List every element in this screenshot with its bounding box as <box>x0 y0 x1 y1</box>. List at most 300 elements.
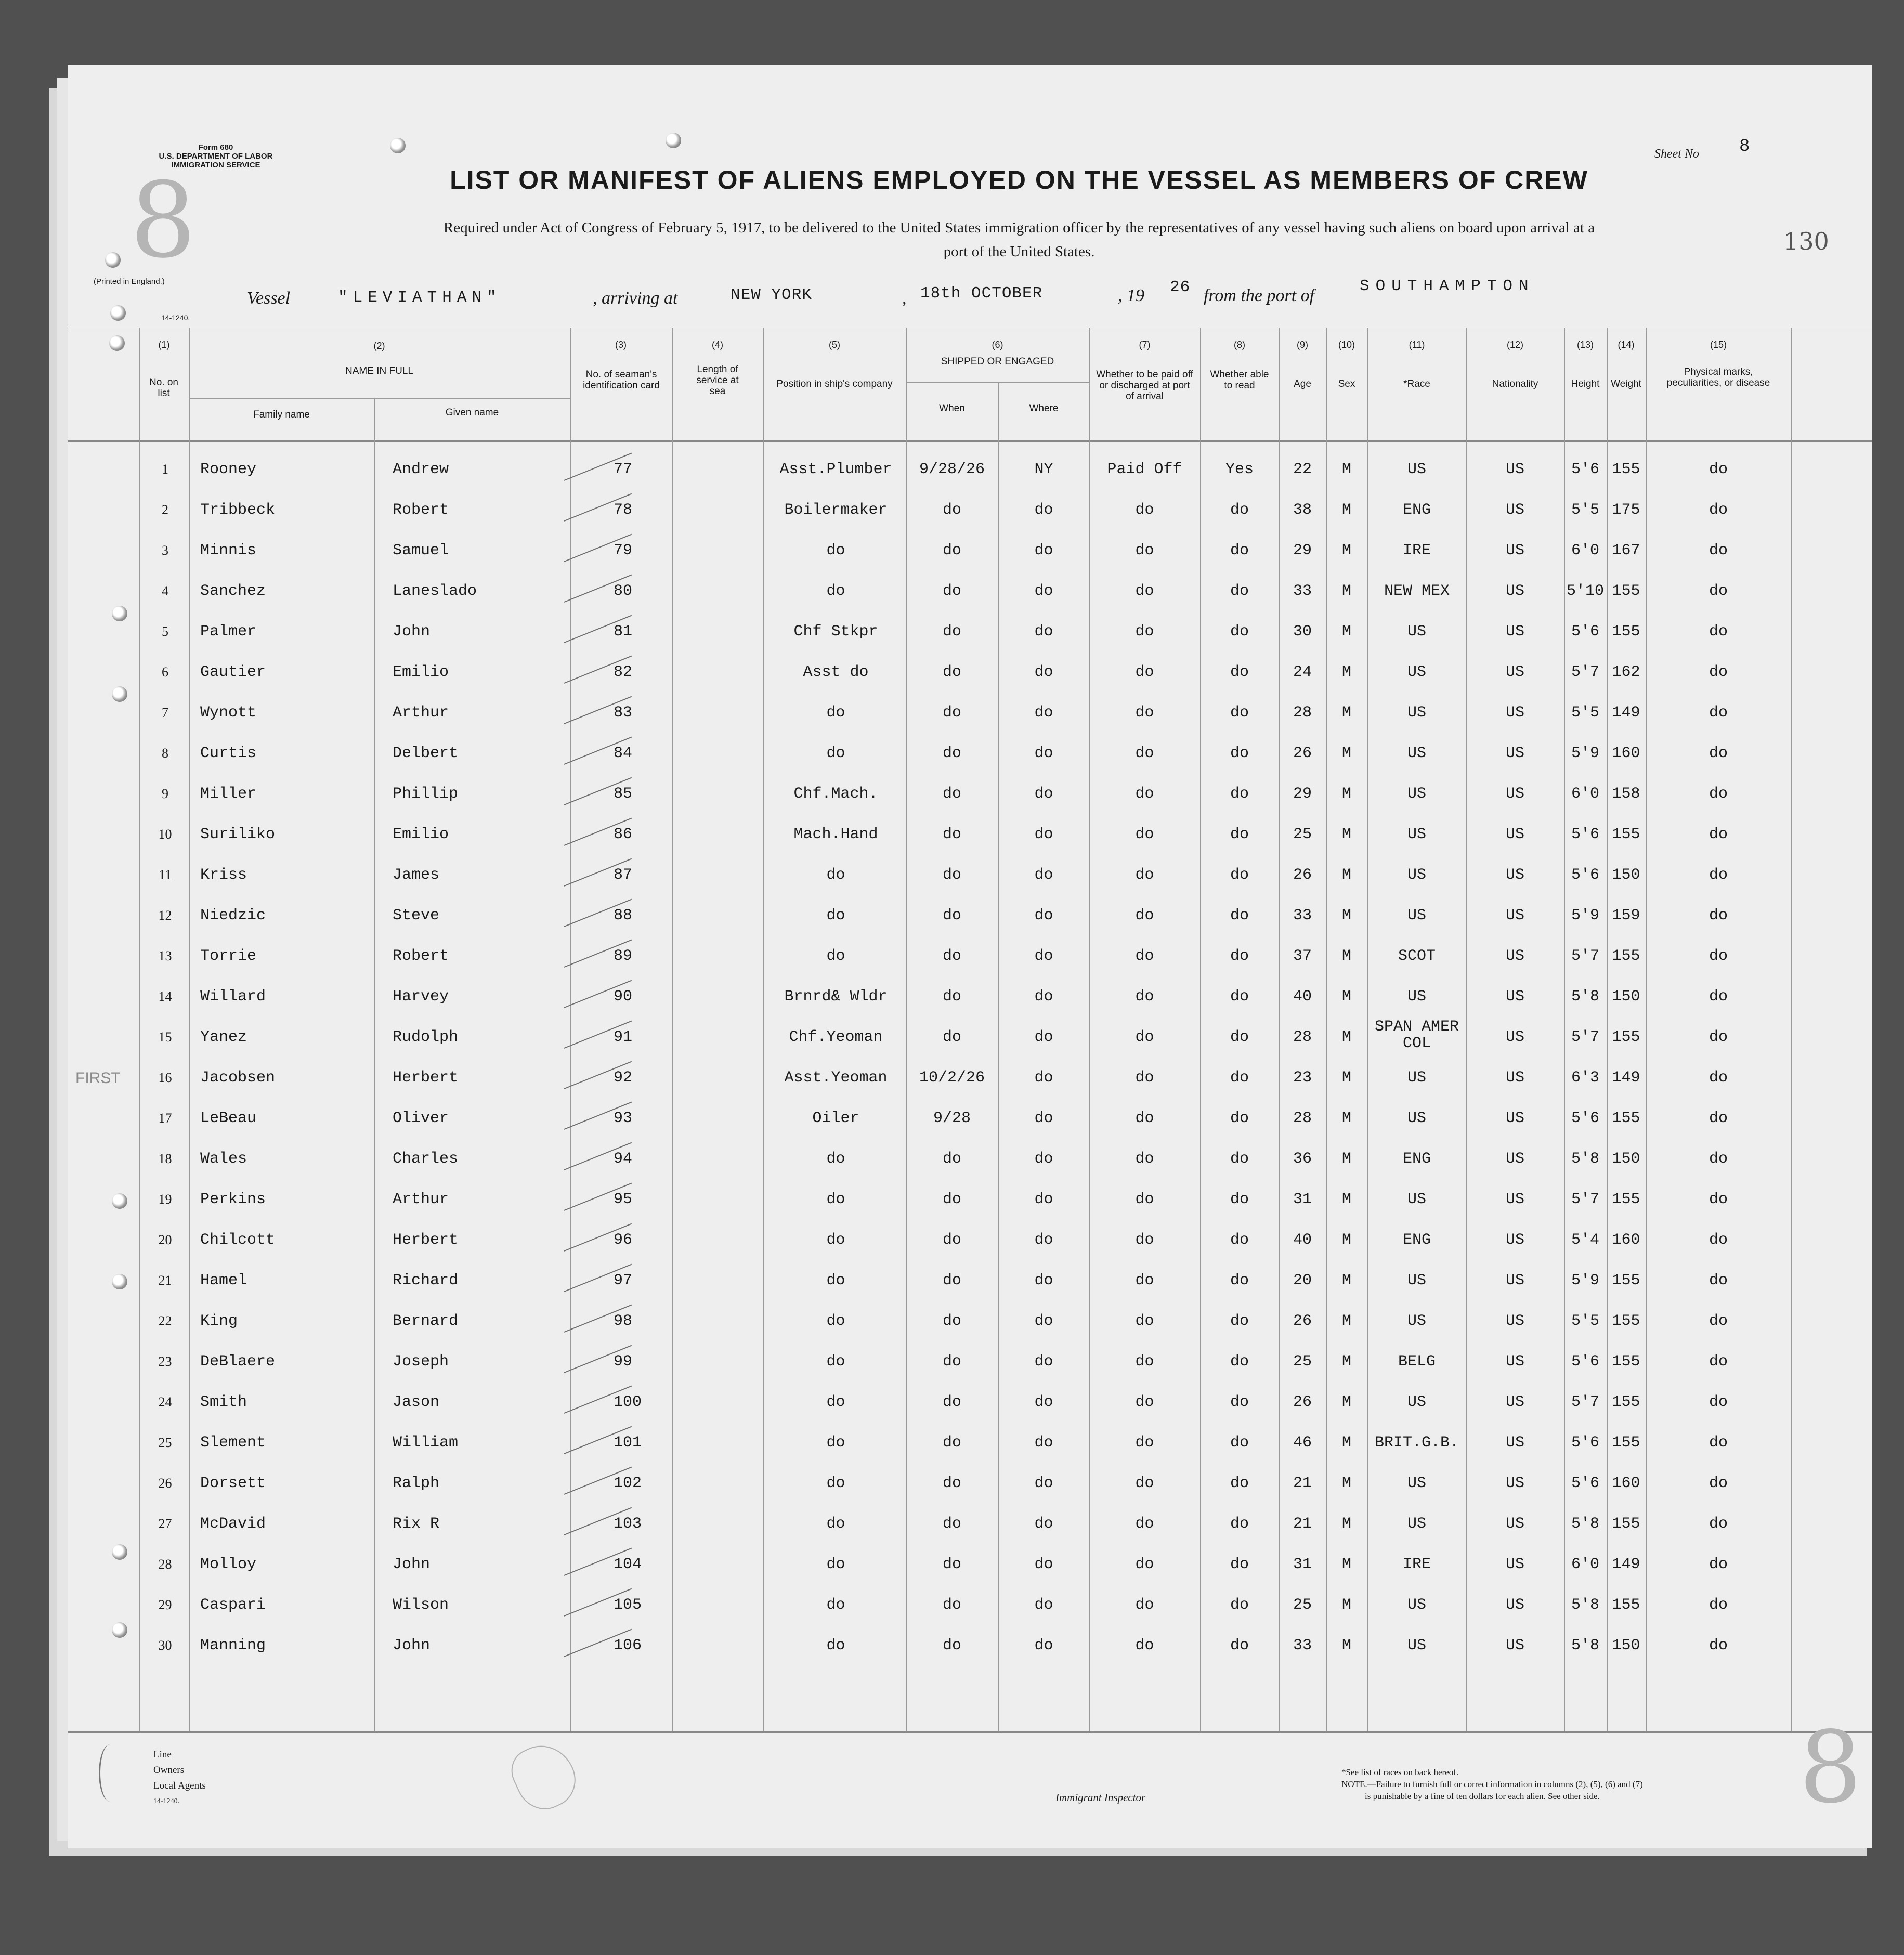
cell-paid-off: do <box>1135 826 1154 843</box>
cell-row-number: 10 <box>158 827 172 842</box>
cell-nationality: US <box>1505 745 1524 762</box>
cell-shipped-when: do <box>942 947 961 965</box>
cell-weight: 155 <box>1612 1028 1640 1046</box>
cell-id-card-number: 93 <box>614 1110 633 1127</box>
cell-family-name: Sanchez <box>200 582 266 600</box>
cell-id-card-number: 94 <box>614 1150 633 1168</box>
cell-height: 5'8 <box>1571 1596 1599 1614</box>
cell-able-to-read: do <box>1230 907 1249 924</box>
cell-sex: M <box>1341 623 1351 641</box>
cell-position: Asst.Plumber <box>779 461 892 478</box>
cell-race: NEW MEX <box>1384 582 1450 600</box>
cell-weight: 160 <box>1612 745 1640 762</box>
cell-height: 5'5 <box>1571 1312 1599 1330</box>
cell-paid-off: do <box>1135 947 1154 965</box>
cell-shipped-where: do <box>1034 1393 1053 1411</box>
col-head-family: Family name <box>253 409 310 420</box>
cell-height: 5'7 <box>1571 663 1599 681</box>
col-head-8: Whether able to read <box>1210 369 1269 391</box>
manifest-page <box>68 65 1872 1848</box>
col-head-4: Length of service at sea <box>696 364 739 397</box>
cell-physical-marks: do <box>1709 1231 1728 1249</box>
cell-family-name: Molloy <box>200 1556 257 1573</box>
cell-physical-marks: do <box>1709 1515 1728 1533</box>
cell-family-name: Minnis <box>200 542 257 559</box>
cell-paid-off: do <box>1135 866 1154 884</box>
cell-nationality: US <box>1505 1637 1524 1654</box>
cell-id-card-number: 106 <box>614 1637 642 1654</box>
cell-race: US <box>1407 461 1426 478</box>
line-label: Line <box>153 1749 172 1760</box>
cell-physical-marks: do <box>1709 1434 1728 1452</box>
cell-row-number: 7 <box>162 705 168 720</box>
cell-shipped-when: do <box>942 785 961 803</box>
cell-id-card-number: 77 <box>614 461 633 478</box>
cell-family-name: Willard <box>200 988 266 1006</box>
col-head-3: No. of seaman's identification card <box>583 369 660 391</box>
punch-hole <box>390 138 406 153</box>
cell-age: 40 <box>1293 988 1312 1006</box>
cell-family-name: DeBlaere <box>200 1353 276 1371</box>
cell-weight: 149 <box>1612 1556 1640 1573</box>
inspector-label: Immigrant Inspector <box>1055 1791 1146 1804</box>
cell-row-number: 23 <box>158 1354 172 1369</box>
table-row <box>68 571 1872 612</box>
cell-given-name: Charles <box>393 1150 459 1168</box>
cell-family-name: Yanez <box>200 1028 247 1046</box>
cell-id-card-number: 89 <box>614 947 633 965</box>
cell-shipped-when: do <box>942 1475 961 1492</box>
large-sheet-number: 8 <box>130 160 197 281</box>
col-head-15: Physical marks, peculiarities, or disease <box>1666 367 1770 388</box>
cell-family-name: Torrie <box>200 947 257 965</box>
cell-shipped-where: do <box>1034 1028 1053 1046</box>
cell-row-number: 5 <box>162 624 168 639</box>
table-row <box>68 531 1872 571</box>
cell-shipped-where: do <box>1034 1191 1053 1208</box>
col-num-6: (6) <box>992 340 1003 350</box>
cell-shipped-where: do <box>1034 988 1053 1006</box>
cell-height: 5'9 <box>1571 745 1599 762</box>
cell-given-name: Robert <box>393 501 449 519</box>
note-line-2: is punishable by a fine of ten dollars for each alien. See other side. <box>1365 1791 1600 1801</box>
cell-position: do <box>826 1434 845 1452</box>
cell-height: 5'6 <box>1571 461 1599 478</box>
cell-race: US <box>1407 1312 1426 1330</box>
cell-sex: M <box>1341 988 1351 1006</box>
cell-id-card-number: 100 <box>614 1393 642 1411</box>
cell-able-to-read: do <box>1230 866 1249 884</box>
cell-shipped-where: do <box>1034 1596 1053 1614</box>
cell-family-name: McDavid <box>200 1515 266 1533</box>
cell-row-number: 19 <box>158 1192 172 1207</box>
cell-nationality: US <box>1505 1150 1524 1168</box>
origin-port: SOUTHAMPTON <box>1360 277 1535 295</box>
cell-able-to-read: do <box>1230 1353 1249 1371</box>
cell-age: 26 <box>1293 1312 1312 1330</box>
cell-weight: 155 <box>1612 947 1640 965</box>
cell-height: 5'9 <box>1571 907 1599 924</box>
cell-paid-off: do <box>1135 1069 1154 1087</box>
cell-physical-marks: do <box>1709 704 1728 722</box>
table-row <box>68 774 1872 815</box>
col-num-8: (8) <box>1234 340 1245 350</box>
cell-height: 5'6 <box>1571 1353 1599 1371</box>
cell-family-name: LeBeau <box>200 1110 257 1127</box>
table-row <box>68 1261 1872 1301</box>
cell-able-to-read: do <box>1230 1272 1249 1289</box>
table-row <box>68 450 1872 490</box>
cell-id-card-number: 98 <box>614 1312 633 1330</box>
cell-family-name: Niedzic <box>200 907 266 924</box>
cell-shipped-when: do <box>942 1272 961 1289</box>
cell-shipped-when: do <box>942 826 961 843</box>
cell-age: 40 <box>1293 1231 1312 1249</box>
cell-shipped-where: do <box>1034 1637 1053 1654</box>
cell-physical-marks: do <box>1709 1596 1728 1614</box>
col-head-14: Weight <box>1611 379 1641 389</box>
cell-sex: M <box>1341 582 1351 600</box>
cell-height: 6'0 <box>1571 1556 1599 1573</box>
cell-height: 6'0 <box>1571 785 1599 803</box>
col-head-10: Sex <box>1338 379 1355 389</box>
cell-shipped-where: do <box>1034 745 1053 762</box>
cell-shipped-when: do <box>942 1434 961 1452</box>
cell-weight: 160 <box>1612 1475 1640 1492</box>
subtitle <box>198 216 1841 264</box>
cell-physical-marks: do <box>1709 1393 1728 1411</box>
footer-left <box>153 1747 206 1809</box>
inspector-signature <box>504 1735 585 1819</box>
cell-able-to-read: do <box>1230 947 1249 965</box>
col-head-1: No. on list <box>149 377 178 399</box>
cell-id-card-number: 102 <box>614 1475 642 1492</box>
cell-row-number: 27 <box>158 1516 172 1531</box>
cell-row-number: 9 <box>162 786 168 801</box>
cell-height: 5'6 <box>1571 1110 1599 1127</box>
cell-nationality: US <box>1505 623 1524 641</box>
cell-age: 26 <box>1293 1393 1312 1411</box>
table-row <box>68 896 1872 936</box>
cell-shipped-when: 10/2/26 <box>919 1069 985 1087</box>
cell-family-name: Perkins <box>200 1191 266 1208</box>
table-row <box>68 612 1872 653</box>
cell-age: 21 <box>1293 1475 1312 1492</box>
cell-row-number: 20 <box>158 1232 172 1247</box>
cell-race: US <box>1407 663 1426 681</box>
cell-age: 22 <box>1293 461 1312 478</box>
cell-position: do <box>826 1191 845 1208</box>
cell-able-to-read: do <box>1230 663 1249 681</box>
cell-weight: 149 <box>1612 1069 1640 1087</box>
cell-family-name: Wynott <box>200 704 257 722</box>
cell-race: US <box>1407 745 1426 762</box>
cell-weight: 150 <box>1612 988 1640 1006</box>
cell-given-name: Ralph <box>393 1475 440 1492</box>
cell-family-name: Rooney <box>200 461 257 478</box>
cell-position: Chf Stkpr <box>793 623 878 641</box>
cell-given-name: Rudolph <box>393 1028 459 1046</box>
cell-id-card-number: 88 <box>614 907 633 924</box>
cell-able-to-read: do <box>1230 704 1249 722</box>
cell-physical-marks: do <box>1709 1353 1728 1371</box>
cell-sex: M <box>1341 1637 1351 1654</box>
cell-shipped-when: do <box>942 1556 961 1573</box>
cell-shipped-when: do <box>942 1353 961 1371</box>
cell-able-to-read: do <box>1230 826 1249 843</box>
cell-row-number: 13 <box>158 948 172 963</box>
cell-id-card-number: 87 <box>614 866 633 884</box>
cell-weight: 167 <box>1612 542 1640 559</box>
sheet-number: 8 <box>1739 137 1751 157</box>
col-num-3: (3) <box>615 340 627 350</box>
cell-height: 5'8 <box>1571 1150 1599 1168</box>
cell-sex: M <box>1341 1028 1351 1046</box>
cell-weight: 150 <box>1612 866 1640 884</box>
cell-age: 25 <box>1293 826 1312 843</box>
cell-age: 26 <box>1293 866 1312 884</box>
cell-physical-marks: do <box>1709 1191 1728 1208</box>
cell-height: 5'10 <box>1566 582 1604 600</box>
col-num-7: (7) <box>1139 340 1151 350</box>
subheader-rule <box>189 398 570 399</box>
cell-weight: 155 <box>1612 1353 1640 1371</box>
cell-shipped-when: do <box>942 582 961 600</box>
col-num-15: (15) <box>1710 340 1727 350</box>
cell-race: ENG <box>1402 1231 1431 1249</box>
cell-age: 37 <box>1293 947 1312 965</box>
cell-height: 5'5 <box>1571 501 1599 519</box>
cell-able-to-read: do <box>1230 745 1249 762</box>
cell-position: do <box>826 1596 845 1614</box>
cell-nationality: US <box>1505 663 1524 681</box>
cell-row-number: 29 <box>158 1597 172 1612</box>
cell-nationality: US <box>1505 704 1524 722</box>
cell-nationality: US <box>1505 1434 1524 1452</box>
form-number: Form 680 <box>198 143 233 152</box>
cell-position: Mach.Hand <box>793 826 878 843</box>
col-head-5: Position in ship's company <box>776 379 893 389</box>
cell-height: 5'6 <box>1571 1475 1599 1492</box>
cell-row-number: 30 <box>158 1638 172 1653</box>
cell-family-name: Miller <box>200 785 257 803</box>
cell-paid-off: do <box>1135 1637 1154 1654</box>
cell-shipped-when: 9/28 <box>933 1110 971 1127</box>
cell-paid-off: do <box>1135 745 1154 762</box>
cell-shipped-where: do <box>1034 542 1053 559</box>
cell-paid-off: do <box>1135 1312 1154 1330</box>
cell-row-number: 8 <box>162 746 168 761</box>
cell-able-to-read: do <box>1230 1434 1249 1452</box>
cell-physical-marks: do <box>1709 542 1728 559</box>
cell-sex: M <box>1341 663 1351 681</box>
cell-id-card-number: 80 <box>614 582 633 600</box>
cell-shipped-when: 9/28/26 <box>919 461 985 478</box>
cell-id-card-number: 84 <box>614 745 633 762</box>
cell-weight: 175 <box>1612 501 1640 519</box>
cell-paid-off: do <box>1135 1475 1154 1492</box>
cell-race: US <box>1407 1110 1426 1127</box>
cell-shipped-when: do <box>942 1637 961 1654</box>
cell-position: do <box>826 1353 845 1371</box>
punch-hole <box>105 252 121 268</box>
cell-sex: M <box>1341 745 1351 762</box>
cell-sex: M <box>1341 1353 1351 1371</box>
table-row <box>68 977 1872 1018</box>
cell-id-card-number: 97 <box>614 1272 633 1289</box>
cell-family-name: Chilcott <box>200 1231 276 1249</box>
cell-age: 26 <box>1293 745 1312 762</box>
printed-note: (Printed in England.) <box>94 277 165 286</box>
owners-label: Owners <box>153 1765 185 1776</box>
cell-position: do <box>826 907 845 924</box>
cell-weight: 162 <box>1612 663 1640 681</box>
cell-given-name: Steve <box>393 907 440 924</box>
table-row <box>68 855 1872 896</box>
cell-given-name: Emilio <box>393 826 449 843</box>
vessel-name: "LEVIATHAN" <box>338 289 502 307</box>
col-head-2: NAME IN FULL <box>345 366 413 376</box>
cell-physical-marks: do <box>1709 826 1728 843</box>
cell-nationality: US <box>1505 1231 1524 1249</box>
cell-position: do <box>826 582 845 600</box>
cell-shipped-when: do <box>942 745 961 762</box>
cell-given-name: Phillip <box>393 785 459 803</box>
cell-id-card-number: 81 <box>614 623 633 641</box>
cell-age: 29 <box>1293 542 1312 559</box>
table-row <box>68 1585 1872 1626</box>
cell-physical-marks: do <box>1709 785 1728 803</box>
cell-able-to-read: do <box>1230 1596 1249 1614</box>
cell-position: do <box>826 866 845 884</box>
year-prefix: , 19 <box>1118 286 1144 305</box>
cell-given-name: Samuel <box>393 542 449 559</box>
cell-position: do <box>826 1150 845 1168</box>
cell-shipped-where: do <box>1034 1475 1053 1492</box>
cell-sex: M <box>1341 866 1351 884</box>
cell-nationality: US <box>1505 1028 1524 1046</box>
cell-nationality: US <box>1505 826 1524 843</box>
cell-weight: 158 <box>1612 785 1640 803</box>
cell-paid-off: do <box>1135 542 1154 559</box>
cell-paid-off: do <box>1135 1272 1154 1289</box>
cell-sex: M <box>1341 461 1351 478</box>
cell-given-name: Richard <box>393 1272 459 1289</box>
table-row <box>68 936 1872 977</box>
cell-shipped-where: do <box>1034 501 1053 519</box>
cell-row-number: 3 <box>162 543 168 558</box>
table-row <box>68 1058 1872 1099</box>
cell-weight: 155 <box>1612 582 1640 600</box>
cell-paid-off: do <box>1135 623 1154 641</box>
cell-shipped-when: do <box>942 623 961 641</box>
cell-shipped-where: do <box>1034 866 1053 884</box>
cell-shipped-where: do <box>1034 623 1053 641</box>
subheader-rule <box>906 382 1089 383</box>
cell-position: do <box>826 1556 845 1573</box>
cell-able-to-read: do <box>1230 1069 1249 1087</box>
cell-shipped-when: do <box>942 1150 961 1168</box>
cell-weight: 150 <box>1612 1637 1640 1654</box>
cell-sex: M <box>1341 1393 1351 1411</box>
cell-family-name: Dorsett <box>200 1475 266 1492</box>
cell-physical-marks: do <box>1709 1475 1728 1492</box>
cell-nationality: US <box>1505 785 1524 803</box>
cell-family-name: Gautier <box>200 663 266 681</box>
cell-family-name: Caspari <box>200 1596 266 1614</box>
cell-shipped-when: do <box>942 704 961 722</box>
cell-race: SCOT <box>1398 947 1436 965</box>
cell-sex: M <box>1341 1231 1351 1249</box>
cell-physical-marks: do <box>1709 988 1728 1006</box>
cell-row-number: 6 <box>162 664 168 680</box>
note-line-1: NOTE.—Failure to furnish full or correct information in columns (2), (5), (6) and (7) <box>1341 1779 1643 1789</box>
cell-id-card-number: 90 <box>614 988 633 1006</box>
cell-position: Chf.Mach. <box>793 785 878 803</box>
cell-position: Chf.Yeoman <box>789 1028 883 1046</box>
cell-age: 28 <box>1293 1110 1312 1127</box>
cell-race: ENG <box>1402 501 1431 519</box>
cell-weight: 155 <box>1612 1272 1640 1289</box>
cell-weight: 155 <box>1612 1191 1640 1208</box>
cell-sex: M <box>1341 1312 1351 1330</box>
cell-id-card-number: 92 <box>614 1069 633 1087</box>
cell-height: 5'4 <box>1571 1231 1599 1249</box>
cell-position: Oiler <box>812 1110 859 1127</box>
cell-row-number: 25 <box>158 1435 172 1450</box>
cell-race: BELG <box>1398 1353 1436 1371</box>
cell-id-card-number: 85 <box>614 785 633 803</box>
cell-nationality: US <box>1505 1312 1524 1330</box>
cell-row-number: 26 <box>158 1476 172 1491</box>
stamp-number: 130 <box>1783 227 1829 255</box>
cell-given-name: William <box>393 1434 459 1452</box>
cell-age: 36 <box>1293 1150 1312 1168</box>
cell-id-card-number: 83 <box>614 704 633 722</box>
cell-given-name: Herbert <box>393 1231 459 1249</box>
arrival-port: NEW YORK <box>731 286 812 304</box>
table-row <box>68 653 1872 693</box>
cell-row-number: 16 <box>158 1070 172 1085</box>
cell-age: 29 <box>1293 785 1312 803</box>
cell-id-card-number: 79 <box>614 542 633 559</box>
cell-position: do <box>826 542 845 559</box>
cell-nationality: US <box>1505 1110 1524 1127</box>
cell-nationality: US <box>1505 1393 1524 1411</box>
cell-weight: 155 <box>1612 1596 1640 1614</box>
cell-sex: M <box>1341 1110 1351 1127</box>
cell-row-number: 24 <box>158 1394 172 1410</box>
cell-paid-off: do <box>1135 785 1154 803</box>
cell-shipped-where: do <box>1034 1556 1053 1573</box>
cell-able-to-read: do <box>1230 1393 1249 1411</box>
cell-given-name: Arthur <box>393 704 449 722</box>
cell-race: US <box>1407 704 1426 722</box>
header-bottom-rule <box>68 440 1872 442</box>
cell-age: 28 <box>1293 1028 1312 1046</box>
cell-paid-off: do <box>1135 663 1154 681</box>
cell-id-card-number: 99 <box>614 1353 633 1371</box>
cell-shipped-when: do <box>942 663 961 681</box>
cell-shipped-where: do <box>1034 663 1053 681</box>
cell-row-number: 21 <box>158 1273 172 1288</box>
table-row <box>68 1383 1872 1423</box>
cell-row-number: 18 <box>158 1151 172 1166</box>
vessel-label: Vessel <box>247 289 291 308</box>
cell-given-name: Arthur <box>393 1191 449 1208</box>
cell-shipped-when: do <box>942 1596 961 1614</box>
cell-weight: 150 <box>1612 1150 1640 1168</box>
